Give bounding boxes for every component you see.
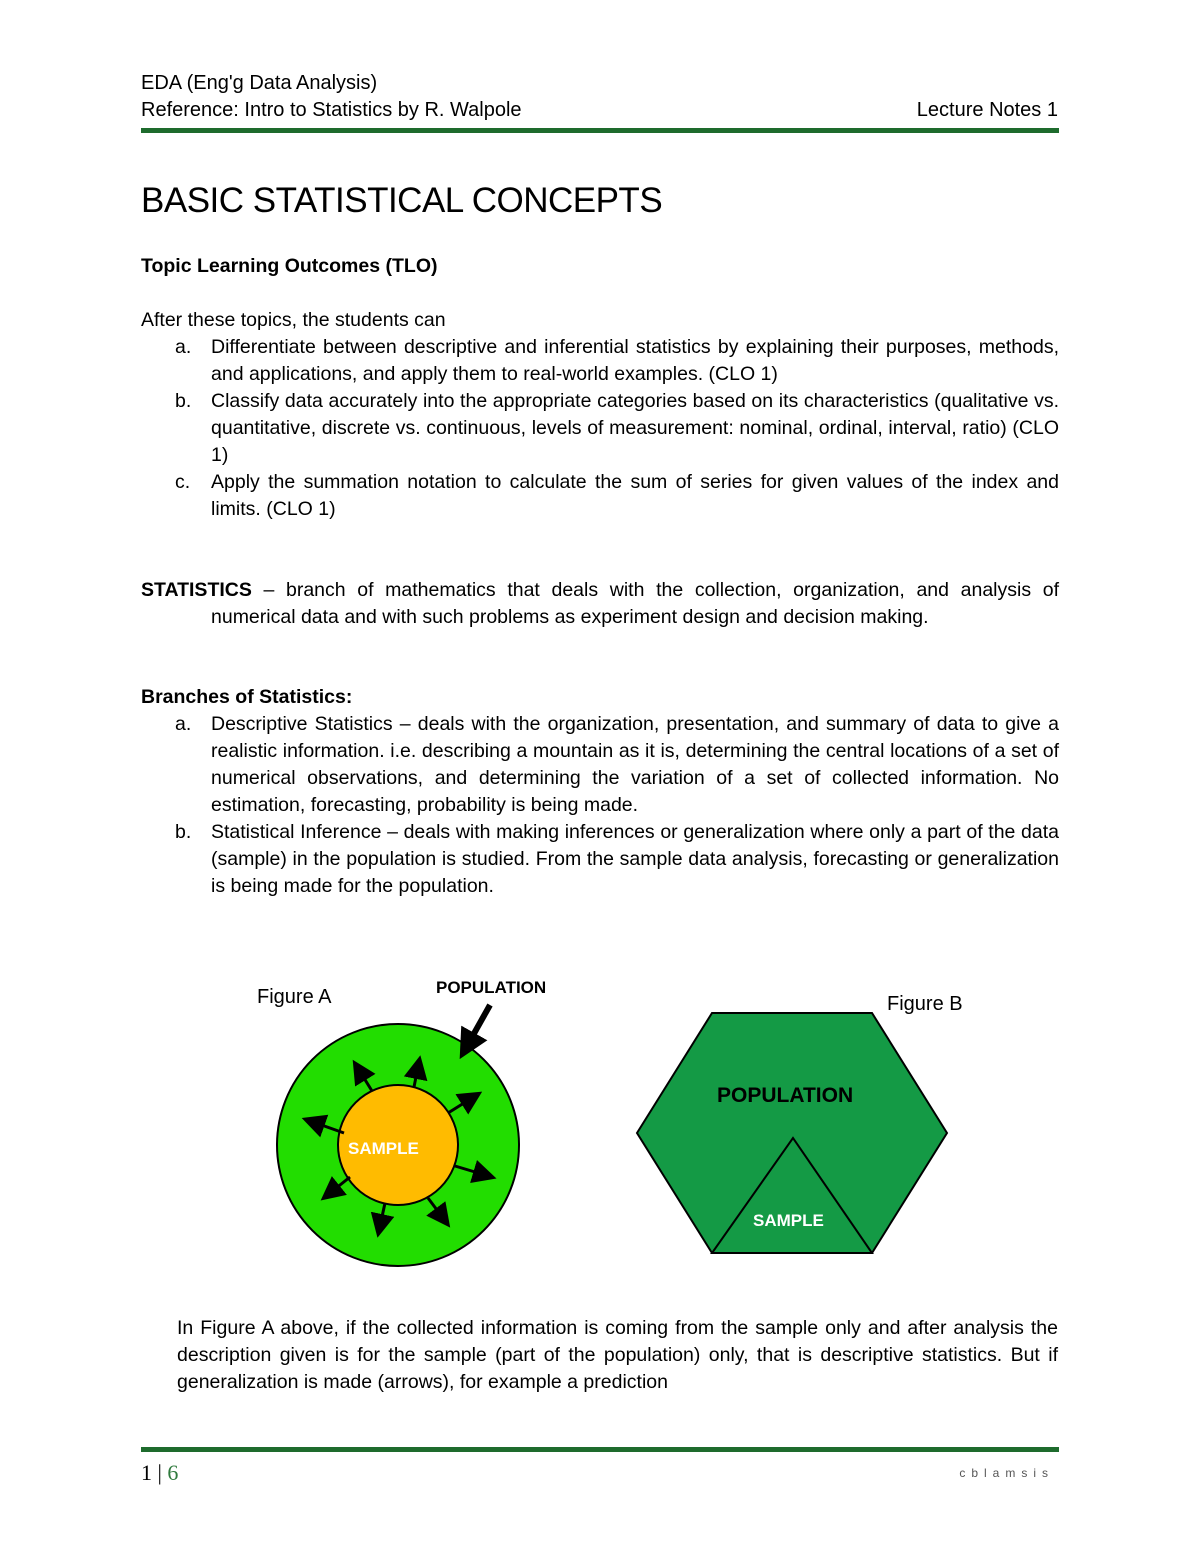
reference-text: Reference: Intro to Statistics by R. Walpole <box>141 99 522 121</box>
list-marker: b. <box>175 390 192 412</box>
header-reference-row <box>141 99 1058 122</box>
tlo-section <box>141 253 1059 523</box>
branches-heading: Branches of Statistics: <box>141 686 353 708</box>
tlo-list <box>141 334 1059 523</box>
statistics-term: STATISTICS <box>141 579 252 601</box>
list-marker: a. <box>175 336 192 358</box>
figures-area <box>0 960 1200 1280</box>
list-item-text: Descriptive Statistics – deals with the organization, presentation, and summary of data to give a realistic information. i.e. describing a mountain as it is, determining the central locations of a set of numerical observations, and determining the variation of a set of collected information. No estimation, forecasting, probability is being made. <box>211 713 1059 816</box>
current-page: 1 <box>141 1460 152 1485</box>
figure-a <box>277 1005 519 1266</box>
statistics-definition-text: – branch of mathematics that deals with the collection, organization, and analysis of numerical data and with such problems as experiment design and decision making. <box>211 579 1059 628</box>
list-item-text: Statistical Inference – deals with making inferences or generalization where only a part of the data (sample) in the population is studied. From the sample data analysis, forecasting or generalization is being made for the population. <box>211 821 1059 897</box>
branches-list <box>141 711 1059 900</box>
closing-paragraph: In Figure A above, if the collected information is coming from the sample only and after analysis the description given is for the sample (part of the population) only, that is descriptive statistics. But if generalization is made (arrows), for example a prediction <box>177 1317 1058 1393</box>
course-title: EDA (Eng'g Data Analysis) <box>141 72 378 94</box>
footer-rule <box>141 1447 1059 1452</box>
figure-b-population-label: POPULATION <box>717 1084 854 1107</box>
list-item-text: Differentiate between descriptive and inferential statistics by explaining their purposes, methods, and applications, and apply them to real-world examples. (CLO 1) <box>211 336 1059 385</box>
page-separator: | <box>152 1460 168 1485</box>
tlo-intro: After these topics, the students can <box>141 309 446 331</box>
page-number <box>141 1460 178 1486</box>
figure-b-label: Figure B <box>887 993 963 1015</box>
figure-a-sample-label: SAMPLE <box>348 1139 419 1158</box>
page-title: BASIC STATISTICAL CONCEPTS <box>141 181 663 220</box>
list-marker: c. <box>175 471 191 493</box>
list-item-text: Classify data accurately into the appropriate categories based on its characteristics (qualitative vs. quantitative, discrete vs. continuous, levels of measurement: nominal, ordinal, interval, ratio) (CLO 1) <box>211 390 1059 466</box>
list-item <box>141 819 1059 900</box>
header-rule <box>141 128 1059 133</box>
statistics-definition <box>141 577 1059 631</box>
list-item <box>141 711 1059 819</box>
lecture-notes-label: Lecture Notes 1 <box>916 99 1058 121</box>
figure-a-label: Figure A <box>257 986 332 1008</box>
list-item-text: Apply the summation notation to calculate the sum of series for given values of the index and limits. (CLO 1) <box>211 471 1059 520</box>
list-item <box>141 388 1059 469</box>
figure-a-population-label: POPULATION <box>436 978 547 997</box>
list-item <box>141 334 1059 388</box>
figure-b-sample-label: SAMPLE <box>753 1211 824 1230</box>
closing-section <box>177 1315 1058 1396</box>
list-marker: b. <box>175 821 192 843</box>
total-pages: 6 <box>167 1460 179 1485</box>
population-pointer-arrow <box>467 1005 490 1046</box>
branches-section <box>141 684 1059 900</box>
list-item <box>141 469 1059 523</box>
list-marker: a. <box>175 713 192 735</box>
figures-diagram <box>0 960 1200 1280</box>
tlo-heading: Topic Learning Outcomes (TLO) <box>141 255 438 277</box>
author-initials: cblamsis <box>959 1466 1054 1480</box>
